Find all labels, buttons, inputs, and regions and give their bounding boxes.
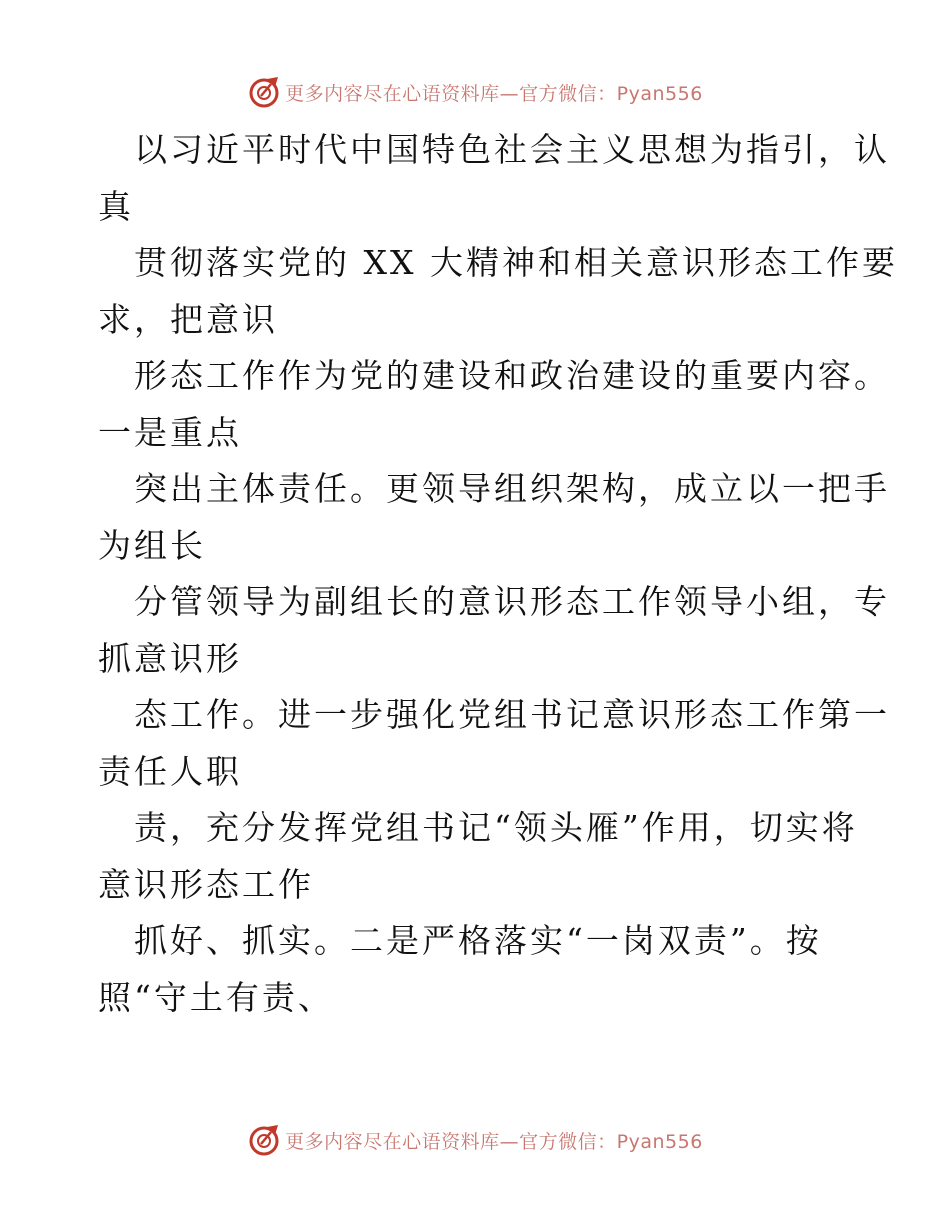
text-line: 一是重点 — [98, 412, 242, 452]
text-line: 态工作。进一步强化党组书记意识形态工作第一 — [134, 695, 890, 734]
text-line: 责任人职 — [98, 751, 242, 791]
text-line: 责，充分发挥党组书记“领头雁”作用，切实将 — [134, 808, 858, 847]
pen-logo-icon — [247, 1123, 281, 1157]
text-line: 求，把意识 — [98, 299, 278, 339]
text-line: 抓好、抓实。二是严格落实“一岗双责”。按 — [134, 921, 822, 960]
text-line: 突出主体责任。更领导组织架构，成立以一把手 — [134, 469, 890, 508]
footer-watermark — [0, 1120, 950, 1160]
text-line: 为组长 — [98, 525, 206, 565]
watermark-text: 更多内容尽在心语资料库—官方微信：Pyan556 — [285, 82, 703, 105]
text-line: 真 — [98, 186, 134, 226]
text-line: 意识形态工作 — [98, 864, 314, 904]
text-line: 形态工作作为党的建设和政治建设的重要内容。 — [134, 356, 890, 395]
text-line: 分管领导为副组长的意识形态工作领导小组，专 — [134, 582, 890, 621]
header-watermark — [0, 72, 950, 112]
body-text — [98, 122, 898, 1026]
pen-logo-icon — [247, 75, 281, 109]
text-line: 照“守土有责、 — [98, 977, 334, 1017]
text-line: 贯彻落实党的 XX 大精神和相关意识形态工作要 — [134, 243, 898, 282]
text-line: 以习近平时代中国特色社会主义思想为指引，认 — [134, 130, 890, 169]
text-line: 抓意识形 — [98, 638, 242, 678]
watermark-text: 更多内容尽在心语资料库—官方微信：Pyan556 — [285, 1130, 703, 1153]
